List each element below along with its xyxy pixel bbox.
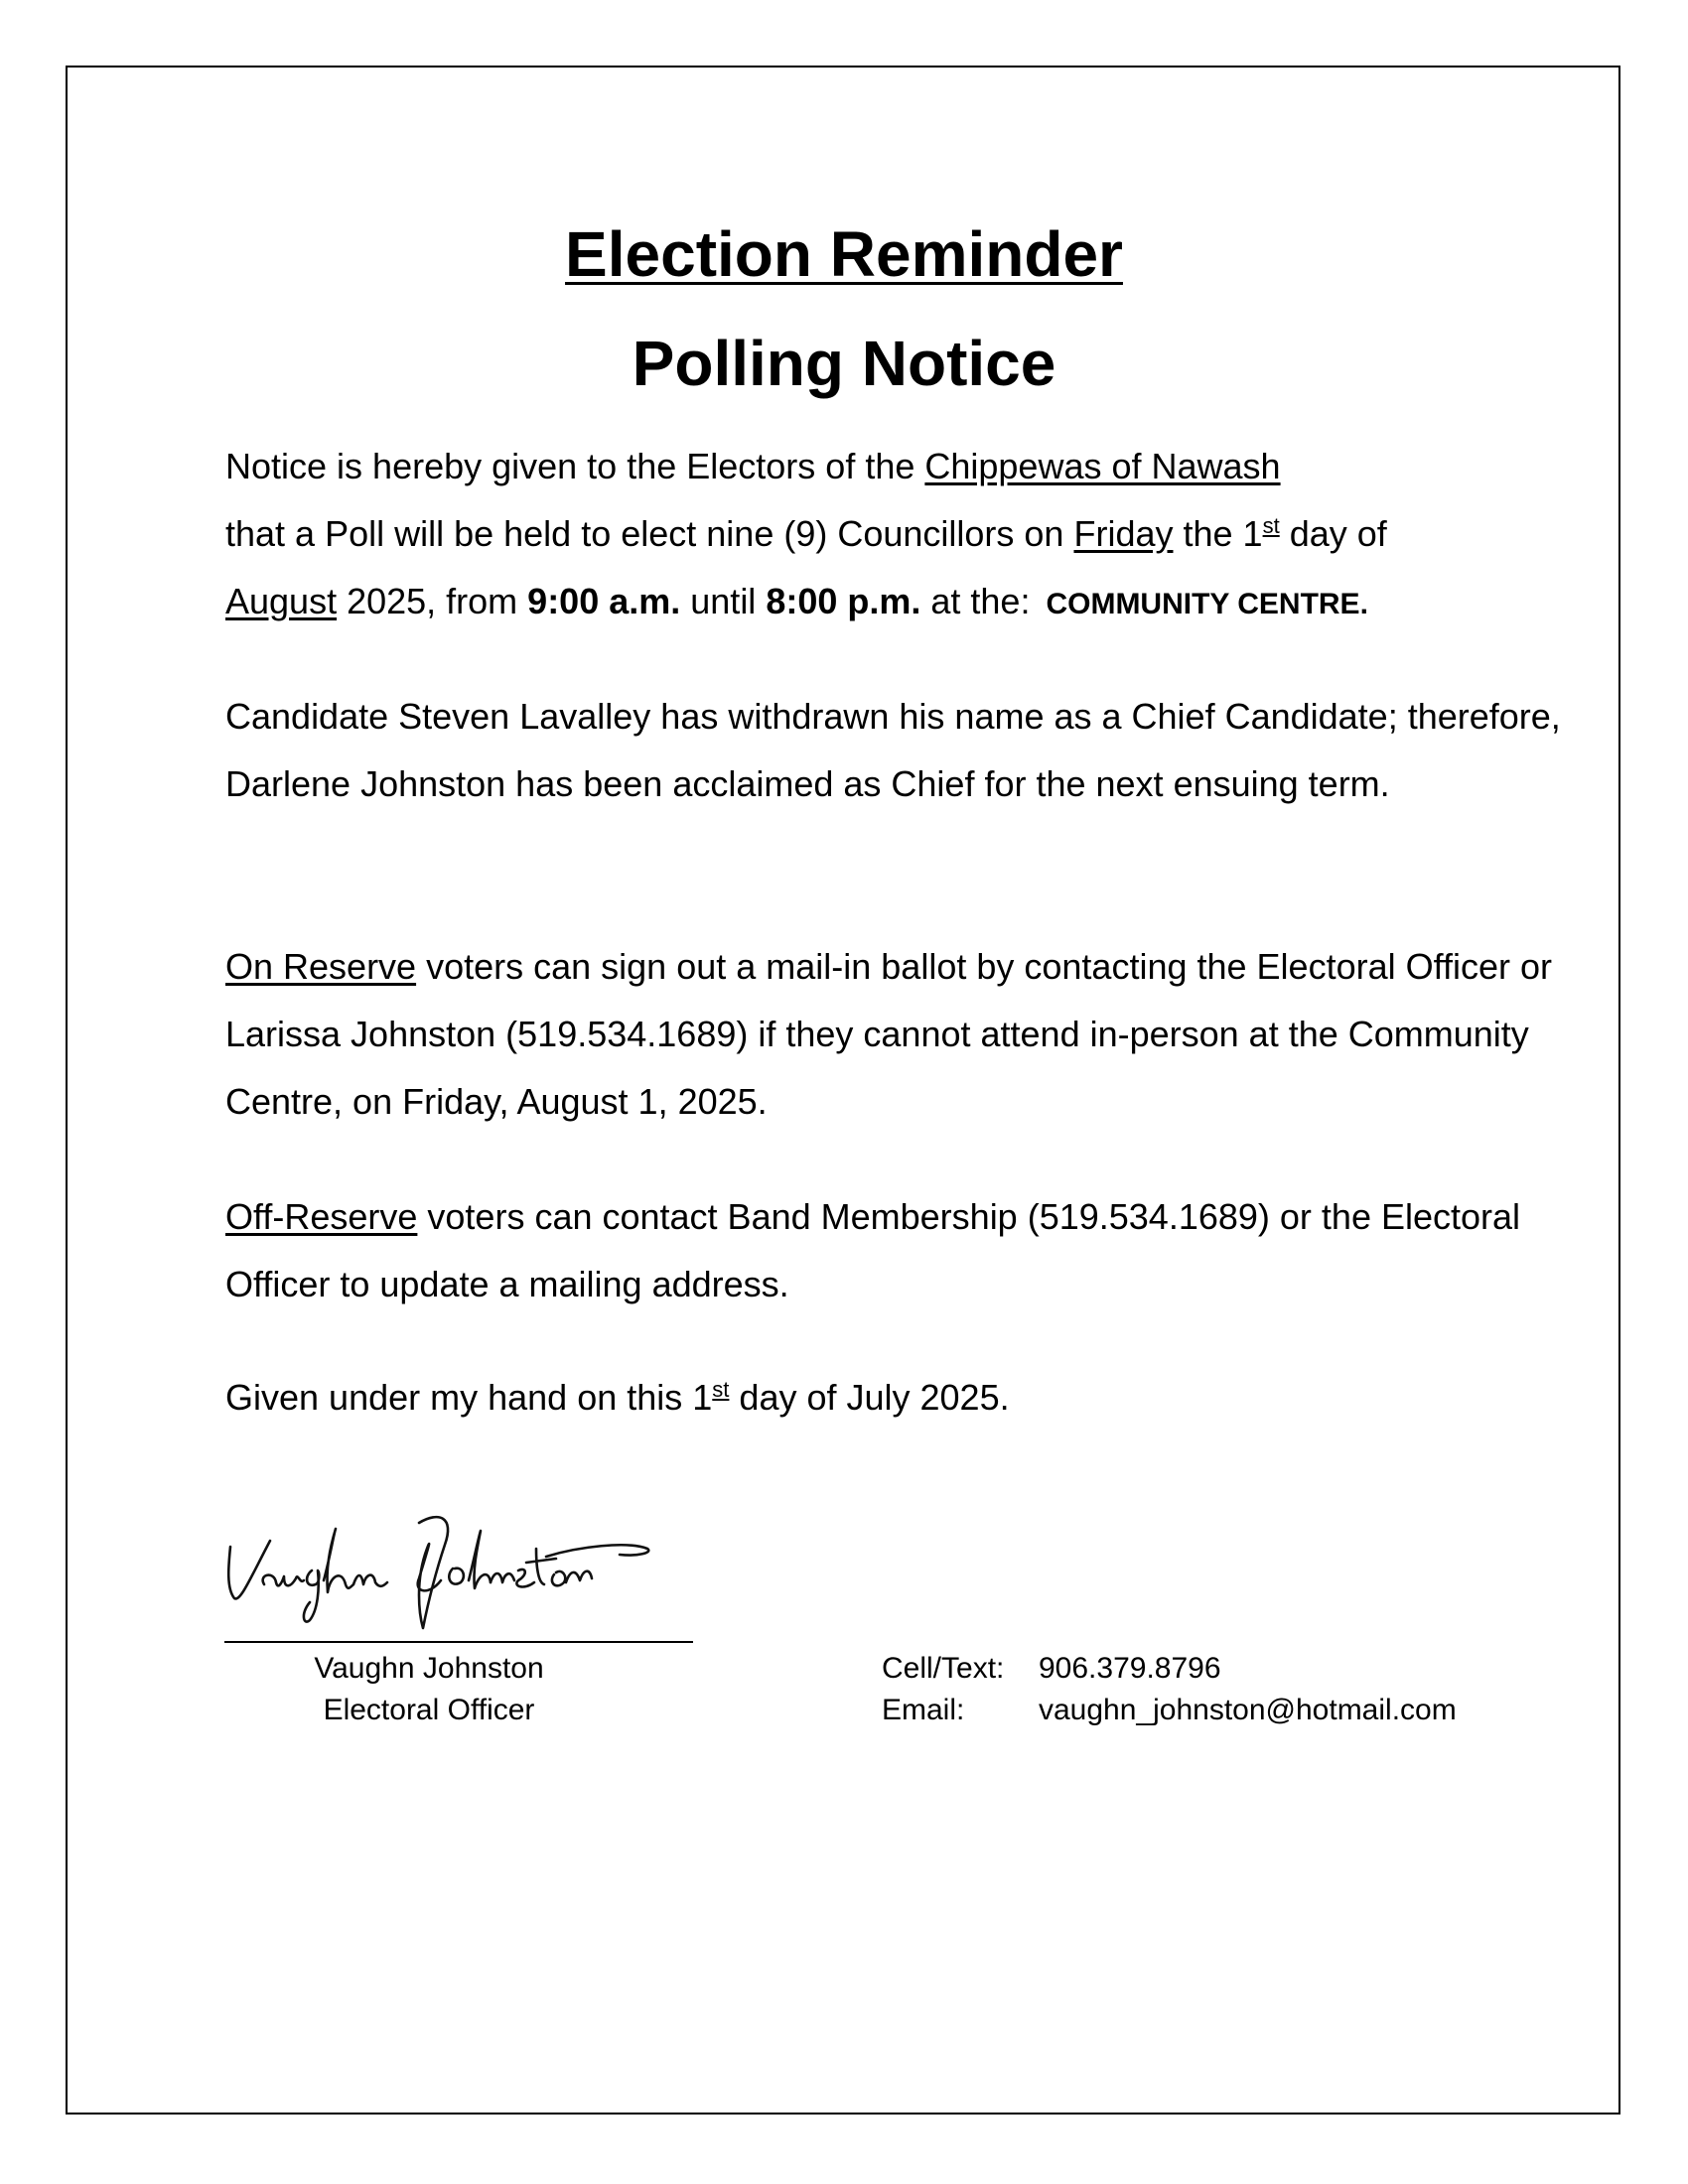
chief-acclamation-paragraph: Candidate Steven Lavalley has withdrawn his name as a Chief Candidate; therefore, Darlene Johnston has been acclaimed as Chief for the next ensuing term. — [225, 696, 1561, 804]
poll-end-time: 8:00 p.m. — [766, 581, 921, 621]
polling-notice-paragraph: Notice is hereby given to the Electors of the Chippewas of Nawash that a Poll will be held to elect nine (9) Councillors on Friday the 1st day of August 2025, from 9:00 a.m. until 8:00 p.m. at the: COMMUNITY CENTRE. — [225, 446, 1387, 621]
on-reserve-paragraph: On Reserve voters can sign out a mail-in ballot by contacting the Electoral Officer or Larissa Johnston (519.534.1689) if they cannot attend in-person at the Community Centre, on Friday, August 1, 2025. — [225, 946, 1552, 1122]
signer-name: Vaughn Johnston — [314, 1652, 544, 1685]
off-reserve-paragraph: Off-Reserve voters can contact Band Membership (519.534.1689) or the Electoral Officer to update a mailing address. — [225, 1196, 1521, 1304]
contact-block — [882, 1648, 1457, 1731]
poll-location: COMMUNITY CENTRE. — [1046, 588, 1368, 620]
off-reserve-label: Off-Reserve — [225, 1196, 418, 1237]
signature-line — [224, 1641, 693, 1643]
phone-number: 906.379.8796 — [1039, 1652, 1221, 1685]
phone-label: Cell/Text: — [882, 1652, 1005, 1685]
email-label: Email: — [882, 1694, 965, 1726]
given-under-hand-paragraph: Given under my hand on this 1st day of July 2025. — [225, 1377, 1010, 1418]
poll-start-time: 9:00 a.m. — [527, 581, 681, 621]
signer-role: Electoral Officer — [323, 1694, 535, 1726]
on-reserve-label: On Reserve — [225, 946, 417, 987]
poll-day: Friday — [1073, 513, 1174, 554]
nation-name: Chippewas of Nawash — [924, 446, 1281, 486]
email-address: vaughn_johnston@hotmail.com — [1039, 1694, 1457, 1726]
poll-month: August — [225, 581, 338, 621]
page-title: Election Reminder — [565, 218, 1123, 290]
signer-block — [224, 1648, 693, 1731]
handwritten-signature — [220, 1489, 687, 1638]
page-subtitle: Polling Notice — [632, 328, 1056, 399]
